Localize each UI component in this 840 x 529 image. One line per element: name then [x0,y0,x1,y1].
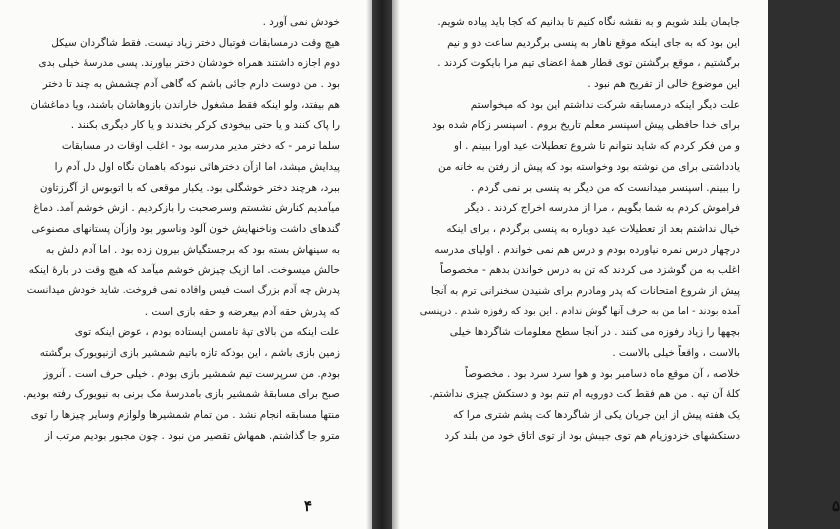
right-book-page [392,0,840,529]
text-line: سلما ترمر - که دختر مدیر مدرسه بود - اغلب اوقات در مسابقات [61,140,340,153]
text-line: جایمان بلند شویم و به نقشه نگاه کنیم تا بدانیم که کجا باید پیاده شویم. [437,16,740,28]
text-line: را ببینم. اسپنسر میدانست که من دیگر به پنسی بر نمی گردم . [471,181,740,194]
text-line: پدرش چه آدم بزرگ است فیس وافاده نمی فروخت. شاید خودش میدانست [26,284,340,296]
right-page-text [420,12,740,446]
text-line: که پدرش حقه آدم بیعرضه و حقه بازی است . [144,305,340,318]
text-line: و من فکر کردم که شاید نتوانم تا شروع تعطیلات عید اورا ببینم . او [453,140,740,153]
text-line: یادداشتی برای من نوشته بود وخواسته بود که پیش از رفتن به خانه من [437,160,740,173]
text-line: خلاصه ، آن موقع ماه دسامبر بود و هوا سرد سرد بود . مخصوصاً [465,367,740,380]
text-line: زمین بازی باشم ، این بودکه تازه باتیم شمشیر بازی ازنیویورک برگشته [39,347,340,359]
text-line: دوم اجازه داشتند همراه خودشان دختر بیاورند. پسی مدرسهٔ خیلی بدی [38,57,340,70]
text-line: پیدایش میشد، اما ازآن دخترهائی نبودکه باهمان نگاه اول دل آدم را [54,160,340,173]
text-line: گندهای داشت وناخنهایش خون آلود وناسور بود وازآن پستانهای مصنوعی [31,222,340,235]
text-line: بچهها را زیاد رفوزه می کنند . در آنجا سطح معلومات شاگردها خیلی [449,326,740,339]
text-line: را پاک کنند و یا حتی بیخودی کرکر بخندند و یا کار دیگری بکنند . [70,119,340,132]
book-spine-gutter [372,0,392,529]
text-line: بالاست ، واقعاً خیلی بالاست . [612,347,740,359]
text-line: یک هفته پیش از این جریان یکی از شاگردها کت پشم شتری مرا که [453,409,740,422]
text-line: کلهٔ آن تپه . من هم فقط کت دورویه ام تنم بود و دستکش چیزی نداشتم. [429,388,740,401]
text-line: خودش نمی آورد . [262,16,340,28]
text-line: هیچ وقت درمسابقات فوتبال دختر زیاد نیست. فقط شاگردان سیکل [51,36,340,49]
text-line: منتها مسابقه انجام نشد . من تمام شمشیرها ولوازم وسایر چیزها را توی [30,409,340,422]
text-line: میآمدیم کنارش نشستم وسرصحبت را بازکردیم . ازش خوشم آمد. دماغ [33,202,340,215]
text-line: درچهار درس نمره نیاورده بودم و درس هم نمی خواندم . اولیای مدرسه [434,243,740,256]
page-gutter-shadow [392,0,400,529]
text-line: پیش از شروع امتحانات که پدر ومادرم برای شنیدن سخنرانی ترم به آنجا [430,284,740,297]
text-line: حالش میسوخت. اما ازیک چیزش خوشم میآمد که هیچ وقت در بارهٔ اینکه [28,264,340,277]
text-line: بودم. من سرپرست تیم شمشیر بازی بودم . خیلی حرف است . آنروز [43,367,340,380]
text-line: فراموش کردم به شما بگویم ، مرا از مدرسه اخراج کردند . دیگر [464,202,740,215]
text-line: علت اینکه من بالای تپهٔ تامسن ایستاده بودم ، عوض اینکه توی [74,326,340,339]
left-page-number: ۴ [304,497,313,515]
left-page-text [22,12,340,446]
right-page-number: ۵ [832,497,840,515]
text-line: بود . من دوست دارم جائی باشم که گاهی آدم چشمش به چند تا دختر [42,78,340,91]
text-line: آمده بودند - اما من به حرف آنها گوش ندادم . این بود که رفوزه شدم . درپنسی [419,305,740,317]
text-line: برگشتیم ، موقع برگشتن توی قطار همهٔ اعضای تیم مرا بایکوت کردند . [437,57,740,70]
text-line: هم بیفتد، ولو اینکه فقط مشغول خاراندن بازوهاشان باشند، ویا دماغشان [30,98,340,111]
text-line: برای خدا حافظی پیش اسپنسر معلم تاریخ بروم . اسپنسر زکام شده بود [432,119,740,132]
text-line: دستکشهای خزدوزیام هم توی جیبش بود از توی اتاق خود من بلند کرد [444,429,740,442]
text-line: مترو جا گذاشتم. همهاش تقصیر من نبود . چون مجبور بودیم مرتب از [44,429,340,442]
left-book-page [0,0,372,529]
text-line: ببرد، هرچند دختر خوشگلی بود. یکبار موقعی که با اتوبوس از آگرزتاون [39,181,340,194]
text-line: این موضوع خالی از تفریح هم نبود . [587,78,740,91]
text-line: این بود که به جای اینکه موقع ناهار به پنسی برگردیم ساعت دو و نیم [447,36,740,49]
text-line: اغلب به من گوشزد می کردند که تن به درس خواندن بدهم - مخصوصاً [440,264,740,277]
text-line: به سینهاش بسته بود که برجستگیاش بیرون زده بود . اما آدم دلش به [45,243,340,256]
text-line: خیال نداشتم بعد از تعطیلات عید دوباره به پنسی برگردم ، برای اینکه [446,222,740,235]
text-line: علت دیگر اینکه درمسابقه شرکت نداشتم این بود که میخواستم [470,98,740,111]
text-line: صبح برای مسابقهٔ شمشیر بازی بامدرسهٔ مک برنی به نیویورک رفته بودیم. [23,388,340,401]
